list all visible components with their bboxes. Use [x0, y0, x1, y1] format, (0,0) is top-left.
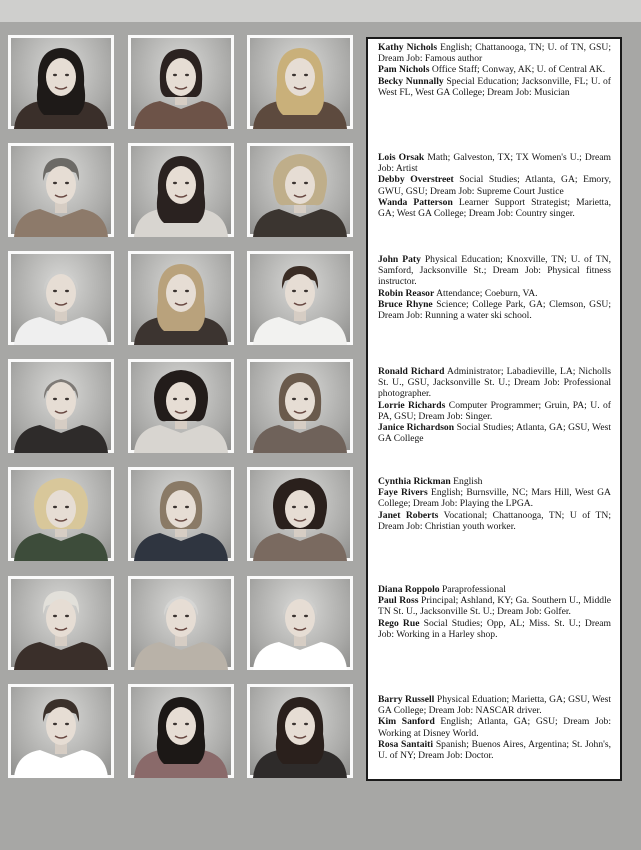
staff-name: Janet Roberts: [378, 509, 439, 521]
staff-entry: [378, 152, 611, 174]
portrait-figure: [128, 467, 234, 561]
staff-entry: [378, 487, 611, 509]
portrait-janice-richardson: [247, 359, 353, 453]
portrait-figure: [247, 467, 353, 561]
staff-name: Diana Roppolo: [378, 584, 440, 595]
portrait-ronald-richard: [8, 359, 114, 453]
portrait-figure: [8, 467, 114, 561]
staff-details: Physical Eduation; Marietta, GA; GSU, West GA College; Dream Job: NASCAR driver.: [378, 694, 611, 717]
portrait-figure: [8, 35, 114, 129]
entry-group-4: [378, 366, 611, 444]
staff-details: Physical Education; Knoxville, TN; U. of TN, Samford, Jacksonville St.; Dream Job: Physical fitness instructor.: [378, 254, 611, 288]
staff-name: Becky Nunnally: [378, 75, 444, 87]
staff-details: Office Staff; Conway, AK; U. of Central AK.: [429, 64, 606, 76]
staff-details: English: [450, 476, 483, 487]
portrait-faye-rivers: [128, 467, 234, 561]
portrait-bruce-rhyne: [247, 251, 353, 345]
staff-details: Learner Support Strategist; Marietta, GA; West GA College; Dream Job: Country singer.: [378, 196, 611, 220]
staff-details: Vocational; Chattanooga, TN; U of TN; Dream Job: Christian youth worker.: [378, 509, 611, 532]
staff-details: Principal; Ashland, KY; Ga. Southern U., Middle TN St. U., Jacksonville St. U.; Dream Job: Golfer.: [378, 595, 611, 618]
portrait-janet-roberts: [247, 467, 353, 561]
portrait-diana-roppolo: [8, 576, 114, 670]
staff-entry: [378, 618, 611, 640]
portrait-figure: [247, 359, 353, 453]
staff-details: Social Studies; Atlanta, GA; Emory, GWU, GSU; Dream Job: Supreme Court Justice: [378, 174, 611, 197]
faculty-directory-box: [366, 37, 622, 781]
portrait-barry-russell: [8, 684, 114, 778]
staff-entry: [378, 76, 611, 98]
portrait-paul-ross: [128, 576, 234, 670]
portrait-figure: [128, 359, 234, 453]
staff-name: Rego Rue: [378, 617, 420, 629]
staff-entry: [378, 422, 611, 444]
staff-name: Robin Reasor: [378, 287, 435, 299]
entry-group-7: [378, 694, 611, 761]
staff-details: Attendance; Coeburn, VA.: [434, 287, 538, 299]
portrait-figure: [247, 684, 353, 778]
staff-name: Kim Sanford: [378, 716, 435, 728]
staff-name: Lorrie Richards: [378, 399, 446, 411]
staff-entry: [378, 694, 611, 716]
page-top-band: [0, 0, 641, 22]
entry-group-5: [378, 476, 611, 532]
staff-name: Barry Russell: [378, 694, 435, 705]
staff-entry: [378, 595, 611, 617]
portrait-lorrie-richards: [128, 359, 234, 453]
portrait-cynthia-rickman: [8, 467, 114, 561]
portrait-kathy-nichols: [8, 35, 114, 129]
staff-entry: [378, 739, 611, 761]
staff-entry: [378, 299, 611, 321]
staff-entry: [378, 400, 611, 422]
staff-name: Lois Orsak: [378, 152, 425, 163]
staff-name: John Paty: [378, 254, 421, 265]
portrait-figure: [8, 251, 114, 345]
portrait-john-paty: [8, 251, 114, 345]
staff-name: Bruce Rhyne: [378, 298, 433, 310]
portrait-debby-overstreet: [128, 143, 234, 237]
staff-details: English; Chattanooga, TN; U. of TN, GSU; Dream Job: Famous author: [378, 42, 611, 65]
staff-name: Kathy Nichols: [378, 42, 438, 53]
portrait-figure: [8, 143, 114, 237]
portrait-robin-reasor: [128, 251, 234, 345]
staff-entry: [378, 64, 611, 75]
staff-details: Computer Programmer; Gruin, PA; U. of PA, GSU; Dream Job: Singer.: [378, 399, 611, 422]
staff-details: Paraprofessional: [439, 584, 506, 595]
entry-group-2: [378, 152, 611, 219]
portrait-figure: [247, 576, 353, 670]
staff-details: English; Atlanta, GA; GSU; Dream Job: Working at Disney World.: [378, 716, 611, 739]
staff-name: Ronald Richard: [378, 366, 445, 377]
portrait-figure: [128, 143, 234, 237]
staff-details: Special Education; Jacksonville, FL; U. of West FL, West GA College; Dream Job: Musician: [378, 75, 611, 98]
portrait-figure: [8, 576, 114, 670]
staff-entry: [378, 716, 611, 738]
staff-name: Debby Overstreet: [378, 174, 454, 186]
entry-group-3: [378, 254, 611, 321]
staff-entry: [378, 288, 611, 299]
portrait-becky-nunnally: [247, 35, 353, 129]
portrait-figure: [128, 251, 234, 345]
portrait-figure: [247, 35, 353, 129]
portrait-rosa-santaiti: [247, 684, 353, 778]
staff-details: English; Burnsville, NC; Mars Hill, West GA College; Dream Job: Playing the LPGA.: [378, 487, 611, 510]
staff-name: Rosa Santaiti: [378, 738, 434, 750]
staff-details: Social Studies; Opp, AL; Miss. St. U.; Dream Job: Working in a Harley shop.: [378, 617, 612, 640]
staff-name: Wanda Patterson: [378, 196, 453, 208]
staff-name: Cynthia Rickman: [378, 476, 451, 487]
staff-details: Science; College Park, GA; Clemson, GSU; Dream Job: Running a water ski school.: [378, 298, 611, 322]
portrait-figure: [128, 35, 234, 129]
portrait-rego-rue: [247, 576, 353, 670]
staff-entry: [378, 476, 611, 487]
entry-group-6: [378, 584, 611, 640]
portrait-kim-sanford: [128, 684, 234, 778]
staff-entry: [378, 197, 611, 219]
staff-name: Paul Ross: [378, 595, 419, 607]
staff-details: Math; Galveston, TX; TX Women's U.; Dream Job: Artist: [378, 152, 611, 175]
staff-name: Faye Rivers: [378, 487, 428, 499]
staff-name: Janice Richardson: [378, 422, 455, 434]
staff-entry: [378, 510, 611, 532]
portrait-figure: [247, 143, 353, 237]
staff-name: Pam Nichols: [378, 64, 430, 76]
portrait-pam-nichols: [128, 35, 234, 129]
staff-details: Administrator; Labadieville, LA; Nicholls St. U., GSU, Jacksonville St. U.; Dream Job: Professional photographer.: [378, 366, 611, 400]
staff-entry: [378, 174, 611, 196]
staff-details: Social Studies; Atlanta, GA; GSU, West GA College: [378, 422, 611, 445]
staff-entry: [378, 42, 611, 64]
staff-details: Spanish; Buenos Aires, Argentina; St. John's, U. of NY; Dream Job: Doctor.: [378, 738, 612, 762]
staff-entry: [378, 254, 611, 288]
portrait-figure: [247, 251, 353, 345]
portrait-figure: [128, 684, 234, 778]
entry-group-1: [378, 42, 611, 98]
portrait-wanda-patterson: [247, 143, 353, 237]
staff-entry: [378, 584, 611, 595]
portrait-figure: [8, 359, 114, 453]
portrait-figure: [8, 684, 114, 778]
staff-entry: [378, 366, 611, 400]
portrait-lois-orsak: [8, 143, 114, 237]
portrait-figure: [128, 576, 234, 670]
